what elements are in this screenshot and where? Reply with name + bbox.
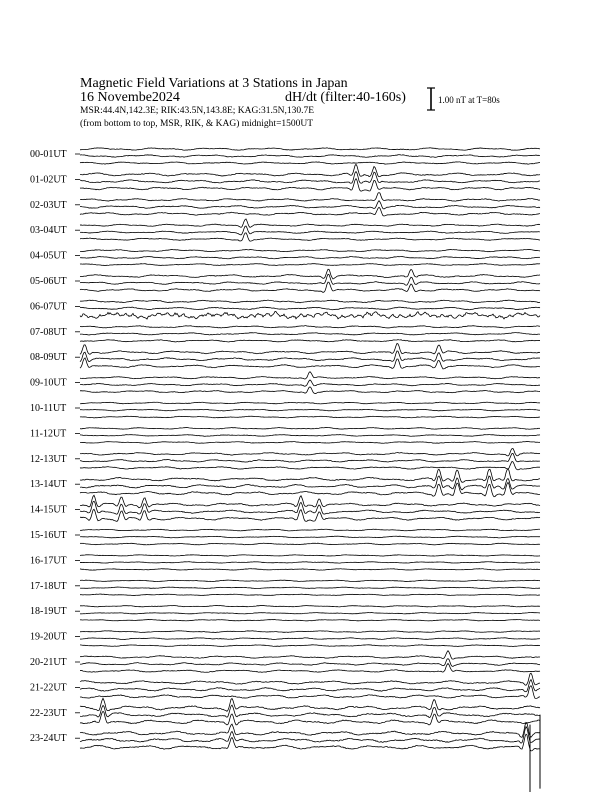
chart-date: 16 Novembe2024: [80, 90, 180, 105]
hour-label: 01-02UT: [30, 174, 67, 186]
trace-kag: [80, 326, 540, 328]
trace-rik: [80, 501, 540, 514]
trace-rik: [80, 435, 540, 437]
hour-label: 11-12UT: [30, 428, 67, 440]
hour-label: 15-16UT: [30, 530, 67, 541]
hour-label: 16-17UT: [30, 555, 67, 567]
hour-label: 00-01UT: [30, 149, 67, 160]
hour-label: 10-11UT: [30, 403, 67, 414]
hour-label: 04-05UT: [30, 250, 67, 262]
hour-label: 18-19UT: [30, 606, 67, 618]
trace-kag: [80, 249, 540, 251]
chart-quantity: dH/dt (filter:40-160s): [285, 90, 406, 105]
trace-msr: [80, 416, 540, 418]
hour-label: 14-15UT: [30, 504, 67, 516]
trace-msr: [80, 686, 540, 699]
trace-kag: [80, 269, 540, 279]
trace-msr: [80, 734, 540, 751]
trace-rik: [80, 155, 540, 158]
trace-kag: [80, 372, 540, 379]
trace-kag: [80, 219, 540, 227]
hour-label: 13-14UT: [30, 479, 67, 491]
trace-msr: [80, 340, 540, 342]
trace-kag: [80, 402, 540, 404]
trace-rik: [80, 680, 540, 692]
trace-rik: [80, 307, 540, 310]
trace-rik: [80, 659, 540, 667]
trace-msr: [80, 311, 540, 319]
trace-kag: [80, 722, 540, 737]
hour-label: 19-20UT: [30, 631, 67, 643]
scale-bar-label: 1.00 nT at T=80s: [438, 95, 500, 105]
trace-msr: [80, 594, 540, 595]
hour-label: 03-04UT: [30, 225, 67, 237]
trace-msr: [80, 233, 540, 241]
trace-kag: [80, 631, 540, 633]
hour-label: 17-18UT: [30, 580, 67, 592]
trace-rik: [80, 587, 540, 588]
trace-rik: [80, 536, 540, 538]
trace-kag: [80, 164, 540, 176]
trace-msr: [80, 387, 540, 394]
trace-kag: [80, 428, 540, 430]
trace-kag: [80, 605, 540, 607]
trace-kag: [80, 148, 540, 151]
hour-label: 06-07UT: [30, 301, 67, 313]
hour-label: 09-10UT: [30, 377, 67, 389]
trace-msr: [80, 162, 540, 164]
trace-kag: [80, 555, 540, 556]
trace-msr: [80, 482, 540, 496]
hour-label: 07-08UT: [30, 326, 67, 338]
trace-msr: [80, 619, 540, 620]
hour-labels: [30, 149, 67, 744]
hour-label: 23-24UT: [30, 733, 67, 745]
trace-rik: [80, 226, 540, 235]
trace-kag: [80, 673, 540, 685]
trace-rik: [80, 476, 540, 490]
hour-label: 08-09UT: [30, 352, 67, 364]
trace-kag: [80, 300, 540, 303]
trace-msr: [80, 207, 540, 216]
trace-msr: [80, 442, 540, 444]
trace-msr: [80, 461, 540, 469]
hour-label: 21-22UT: [30, 682, 67, 694]
trace-rik: [80, 638, 540, 640]
trace-kag: [80, 651, 540, 659]
trace-kag: [80, 449, 540, 456]
trace-msr: [80, 711, 540, 725]
traces: [75, 148, 540, 751]
bottom-marks: [530, 715, 540, 792]
trace-rik: [80, 380, 540, 386]
trace-msr: [80, 569, 540, 570]
trace-kag: [80, 193, 540, 202]
hour-label: 20-21UT: [30, 657, 67, 668]
trace-rik: [80, 256, 540, 258]
trace-kag: [80, 469, 540, 482]
trace-kag: [80, 529, 540, 531]
trace-msr: [80, 645, 540, 647]
hour-label: 12-13UT: [30, 453, 67, 465]
trace-kag: [80, 343, 540, 354]
chart-stations: MSR:44.4N,142.3E; RIK:43.5N,143.8E; KAG:31.5N,130.7E: [80, 106, 315, 116]
trace-msr: [80, 543, 540, 545]
trace-kag: [80, 698, 540, 711]
hour-label: 22-23UT: [30, 707, 67, 719]
trace-rik: [80, 409, 540, 411]
scale-bar: [427, 88, 500, 110]
trace-msr: [80, 264, 540, 266]
trace-kag: [80, 495, 540, 508]
trace-rik: [80, 333, 540, 335]
hour-label: 02-03UT: [30, 199, 67, 211]
chart-order-note: (from bottom to top, MSR, RIK, & KAG) midnight=1500UT: [80, 119, 314, 129]
trace-rik: [80, 562, 540, 563]
trace-kag: [80, 580, 540, 581]
trace-rik: [80, 613, 540, 614]
trace-rik: [80, 201, 540, 209]
hour-label: 05-06UT: [30, 276, 67, 287]
chart-title: Magnetic Field Variations at 3 Stations in Japan: [80, 76, 348, 91]
